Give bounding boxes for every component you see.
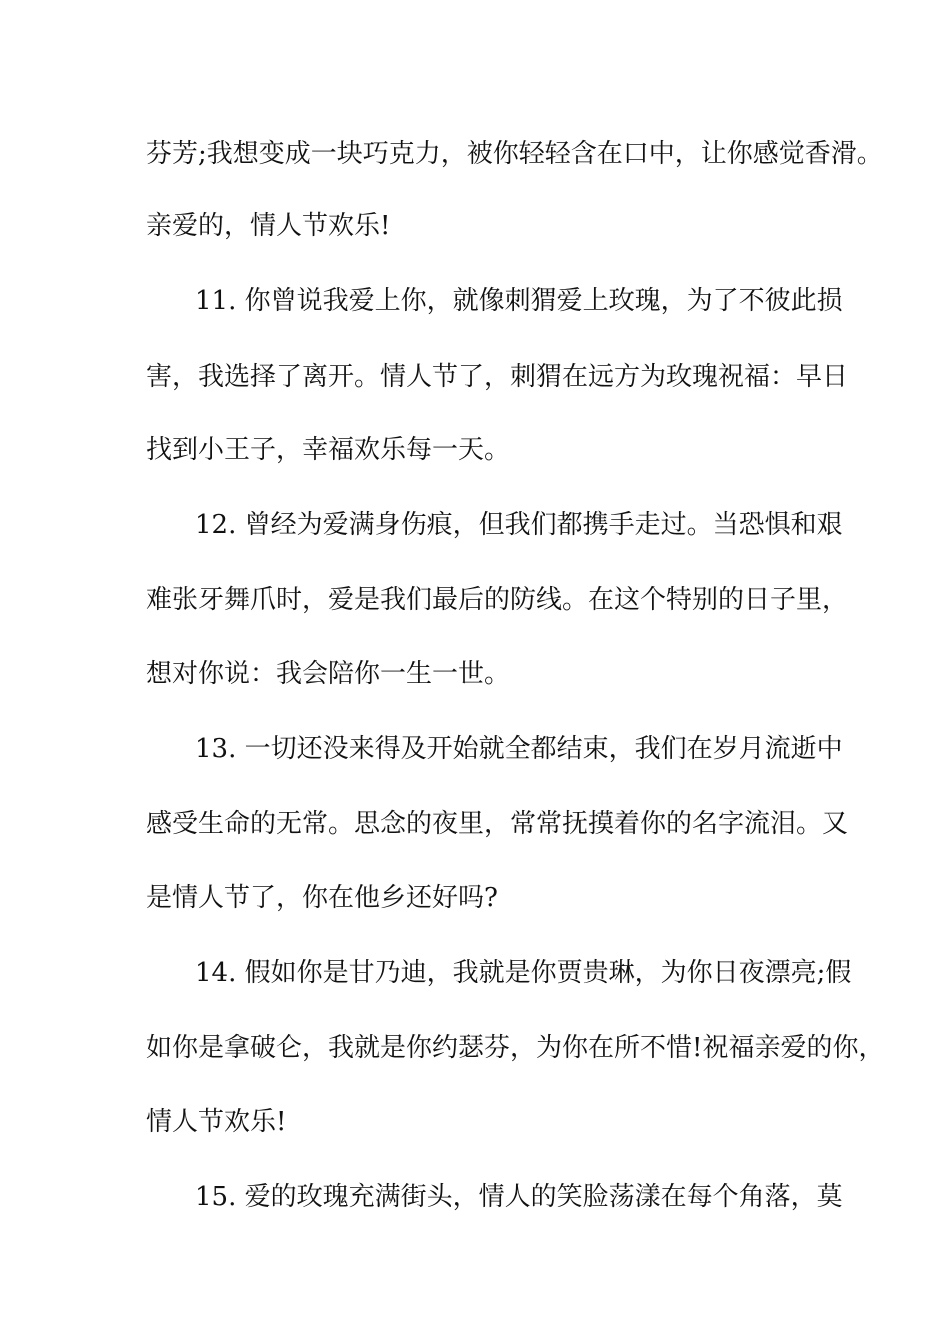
item-13-line-3: 是情人节了，你在他乡还好吗?	[146, 883, 498, 913]
item-14-line-1: 14. 假如你是甘乃迪，我就是你贾贵琳，为你日夜漂亮;假	[195, 958, 852, 988]
item-13-line-1: 13. 一切还没来得及开始就全都结束，我们在岁月流逝中	[195, 734, 843, 764]
item-12-line-1: 12. 曾经为爱满身伤痕，但我们都携手走过。当恐惧和艰	[195, 510, 843, 540]
item-15-line-1: 15. 爱的玫瑰充满街头，情人的笑脸荡漾在每个角落，莫	[195, 1182, 843, 1212]
item-14-line-2: 如你是拿破仑，我就是你约瑟芬，为你在所不惜!祝福亲爱的你，	[146, 1033, 885, 1063]
text-line-2: 亲爱的，情人节欢乐!	[146, 211, 391, 241]
text-line-1: 芬芳;我想变成一块巧克力，被你轻轻含在口中，让你感觉香滑。	[146, 139, 883, 169]
item-12-line-3: 想对你说：我会陪你一生一世。	[146, 659, 511, 689]
item-12-line-2: 难张牙舞爪时，爱是我们最后的防线。在这个特别的日子里，	[146, 585, 849, 615]
item-14-line-3: 情人节欢乐!	[146, 1107, 287, 1137]
item-11-line-3: 找到小王子，幸福欢乐每一天。	[146, 435, 511, 465]
item-11-line-1: 11. 你曾说我爱上你，就像刺猬爱上玫瑰，为了不彼此损	[195, 286, 843, 316]
item-11-line-2: 害，我选择了离开。情人节了，刺猬在远方为玫瑰祝福：早日	[146, 362, 849, 392]
item-13-line-2: 感受生命的无常。思念的夜里，常常抚摸着你的名字流泪。又	[146, 809, 849, 839]
